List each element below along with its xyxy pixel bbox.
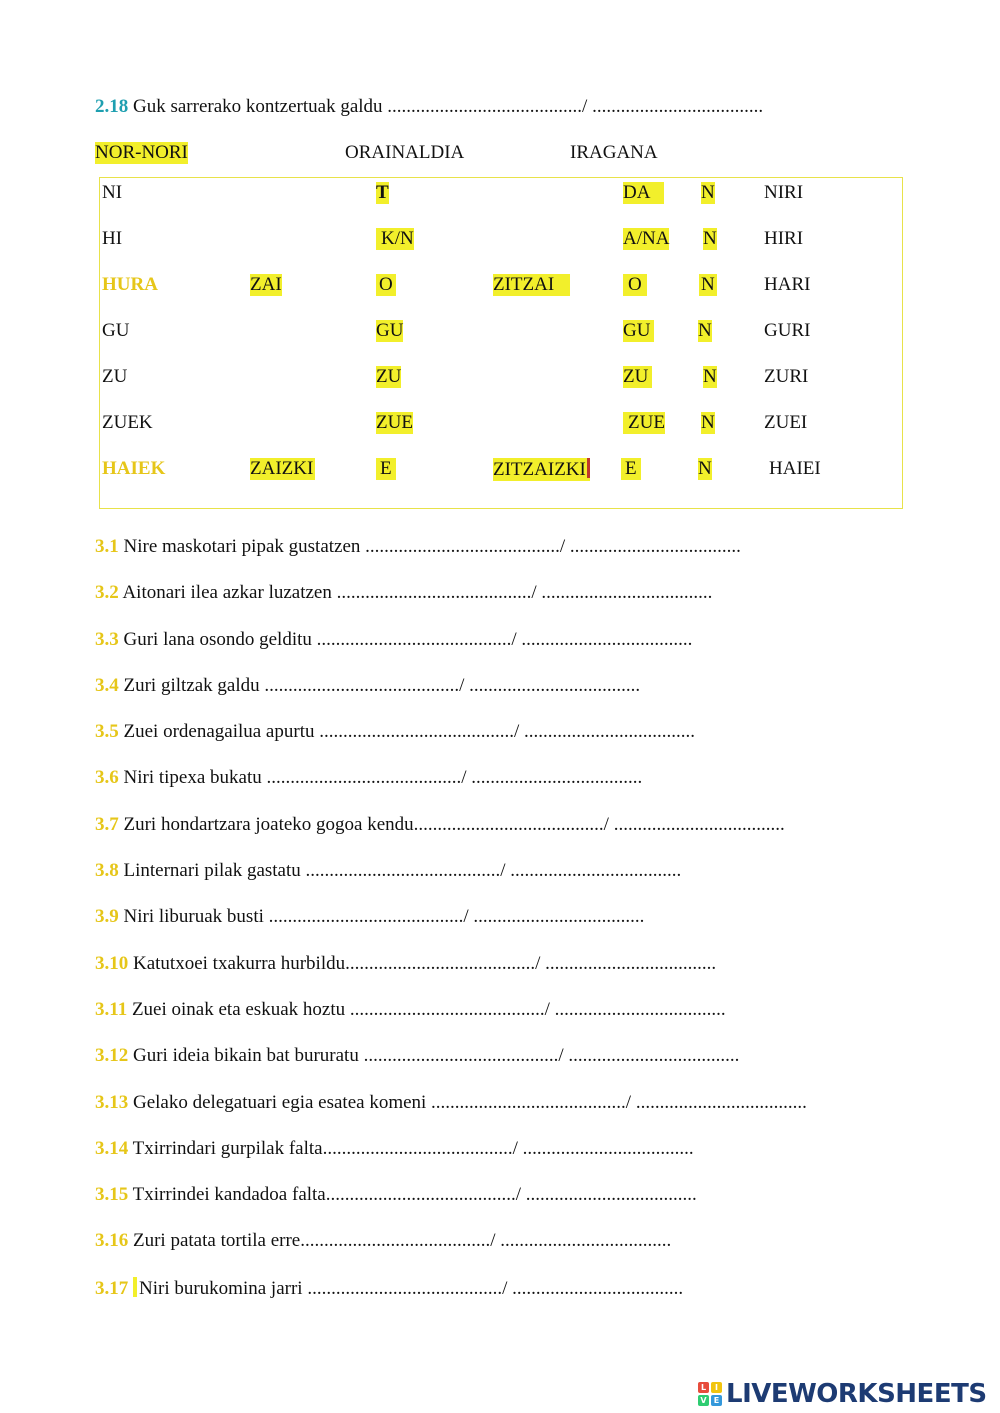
conjugation-table (99, 177, 903, 509)
exercise-number: 3.6 (95, 767, 119, 788)
exercise-item (95, 721, 695, 743)
past-marker-gu: GU (623, 320, 654, 342)
exercise-text: Niri burukomina jarri ........................................./ .................................... (139, 1278, 684, 1299)
past-marker-ni: DA (623, 182, 664, 204)
exercise-number: 3.15 (95, 1184, 129, 1205)
exercise-text: Txirrindari gurpilak falta......................................../ .................................... (128, 1138, 694, 1159)
pronoun-ni: NI (102, 182, 123, 203)
exercise-item (95, 1045, 739, 1067)
present-prefix-hura: ZAI (250, 274, 282, 295)
dative-zuei: ZUEI (764, 412, 808, 433)
exercise-item (95, 1092, 807, 1114)
nor-nori-header: NOR-NORI (95, 142, 188, 163)
logo-letter: E (711, 1395, 722, 1406)
exercise-text: Nire maskotari pipak gustatzen ........................................./ .................................... (118, 536, 741, 557)
exercise-item (95, 814, 785, 836)
exercise-item (95, 860, 681, 882)
text-cursor-mark (587, 458, 590, 478)
dative-haiei: HAIEI (769, 458, 821, 479)
past-suffix-zuek: N (701, 412, 715, 433)
exercise-text: Zuri giltzak galdu ........................................./ .................................... (118, 675, 641, 696)
exercise-item (95, 1138, 694, 1160)
past-marker-hi: A/NA (623, 228, 670, 249)
present-marker-haiek: E (376, 458, 396, 480)
exercise-item (95, 767, 642, 789)
pronoun-gu: GU (102, 320, 130, 341)
intro-number: 2.18 (95, 96, 129, 117)
dative-zuri: ZURI (764, 366, 809, 387)
exercise-text: Gelako delegatuari egia esatea komeni ........................................./ .................................... (128, 1092, 807, 1113)
present-marker-gu: GU (376, 320, 404, 341)
exercise-number: 3.5 (95, 721, 119, 742)
exercise-number: 3.3 (95, 629, 119, 650)
exercise-item (95, 1184, 697, 1206)
exercise-number: 3.13 (95, 1092, 129, 1113)
logo-text: LIVEWORKSHEETS (726, 1379, 987, 1409)
exercise-item (95, 536, 741, 558)
past-prefix-haiek-text: ZITZAIZKI (493, 459, 586, 480)
exercise-number: 3.2 (95, 582, 119, 603)
past-prefix-hura: ZITZAI (493, 274, 570, 296)
present-marker-zuek: ZUE (376, 412, 413, 433)
dative-niri: NIRI (764, 182, 804, 203)
pronoun-zuek: ZUEK (102, 412, 153, 433)
exercise-number: 3.17 (95, 1278, 129, 1299)
past-marker-haiek: E (621, 458, 641, 480)
past-suffix-zu: N (703, 366, 717, 387)
pronoun-hi: HI (102, 228, 123, 249)
exercise-text: Niri tipexa bukatu ........................................./ .................................... (118, 767, 643, 788)
pronoun-hura: HURA (102, 274, 158, 295)
exercise-item (95, 629, 692, 651)
exercise-text: Katutxoei txakurra hurbildu......................................../ .................................... (128, 953, 717, 974)
exercise-item (95, 675, 640, 697)
dative-hiri: HIRI (764, 228, 804, 249)
past-suffix-haiek: N (698, 458, 712, 479)
exercise-text: Guri lana osondo gelditu ........................................./ .................................... (118, 629, 693, 650)
exercise-number: 3.4 (95, 675, 119, 696)
logo-letter: V (698, 1395, 709, 1406)
exercise-item (95, 953, 716, 975)
exercise-number: 3.7 (95, 814, 119, 835)
pronoun-zu: ZU (102, 366, 128, 387)
past-marker-zuek: ZUE (623, 412, 665, 434)
exercise-item (95, 906, 644, 928)
exercise-text: Zuei ordenagailua apurtu ........................................./ .................................... (118, 721, 696, 742)
exercise-text: Txirrindei kandadoa falta......................................../ .................................... (128, 1184, 697, 1205)
exercise-item (95, 1230, 671, 1252)
highlight-cursor-mark (133, 1277, 137, 1297)
exercise-text: Niri liburuak busti ........................................./ .................................... (118, 906, 645, 927)
exercise-item (95, 582, 712, 604)
present-marker-ni: T (376, 182, 389, 203)
dative-guri: GURI (764, 320, 811, 341)
dative-hari: HARI (764, 274, 811, 295)
exercise-text: Zuei oinak eta eskuak hoztu ........................................./ .................................... (127, 999, 726, 1020)
exercise-number: 3.16 (95, 1230, 129, 1251)
exercise-number: 3.8 (95, 860, 119, 881)
exercise-item (95, 999, 726, 1021)
exercise-text: Linternari pilak gastatu ........................................./ .................................... (118, 860, 682, 881)
past-suffix-ni: N (701, 182, 715, 203)
exercise-number: 3.12 (95, 1045, 129, 1066)
logo-letter: L (698, 1382, 709, 1393)
liveworksheets-logo[interactable] (698, 1378, 987, 1410)
present-marker-hura: O (376, 274, 396, 296)
intro-line (95, 96, 763, 118)
past-marker-hura: O (623, 274, 647, 296)
exercise-text: Aitonari ilea azkar luzatzen ........................................./ .................................... (118, 582, 713, 603)
past-prefix-haiek (493, 458, 590, 481)
present-prefix-haiek: ZAIZKI (250, 458, 314, 479)
logo-letter: I (711, 1382, 722, 1393)
exercise-text: Zuri hondartzara joateko gogoa kendu......................................../ .................................... (118, 814, 785, 835)
past-suffix-hi: N (703, 228, 717, 249)
exercise-item (95, 1277, 683, 1300)
exercise-number: 3.10 (95, 953, 129, 974)
past-header: IRAGANA (570, 142, 658, 163)
present-header: ORAINALDIA (345, 142, 465, 163)
exercise-text: Zuri patata tortila erre......................................../ .................................... (128, 1230, 672, 1251)
present-marker-zu: ZU (376, 366, 402, 387)
logo-grid-icon (698, 1382, 722, 1406)
past-marker-zu: ZU (623, 366, 652, 388)
exercise-text: Guri ideia bikain bat bururatu ........................................./ .................................... (128, 1045, 740, 1066)
present-marker-hi: K/N (376, 228, 414, 250)
intro-text: Guk sarrerako kontzertuak galdu ........................................./ .................................... (128, 96, 764, 117)
exercise-number: 3.14 (95, 1138, 129, 1159)
pronoun-haiek: HAIEK (102, 458, 166, 479)
past-suffix-hura: N (701, 274, 715, 295)
exercise-number: 3.11 (95, 999, 128, 1020)
exercise-number: 3.1 (95, 536, 119, 557)
exercise-number: 3.9 (95, 906, 119, 927)
past-suffix-gu: N (698, 320, 712, 341)
